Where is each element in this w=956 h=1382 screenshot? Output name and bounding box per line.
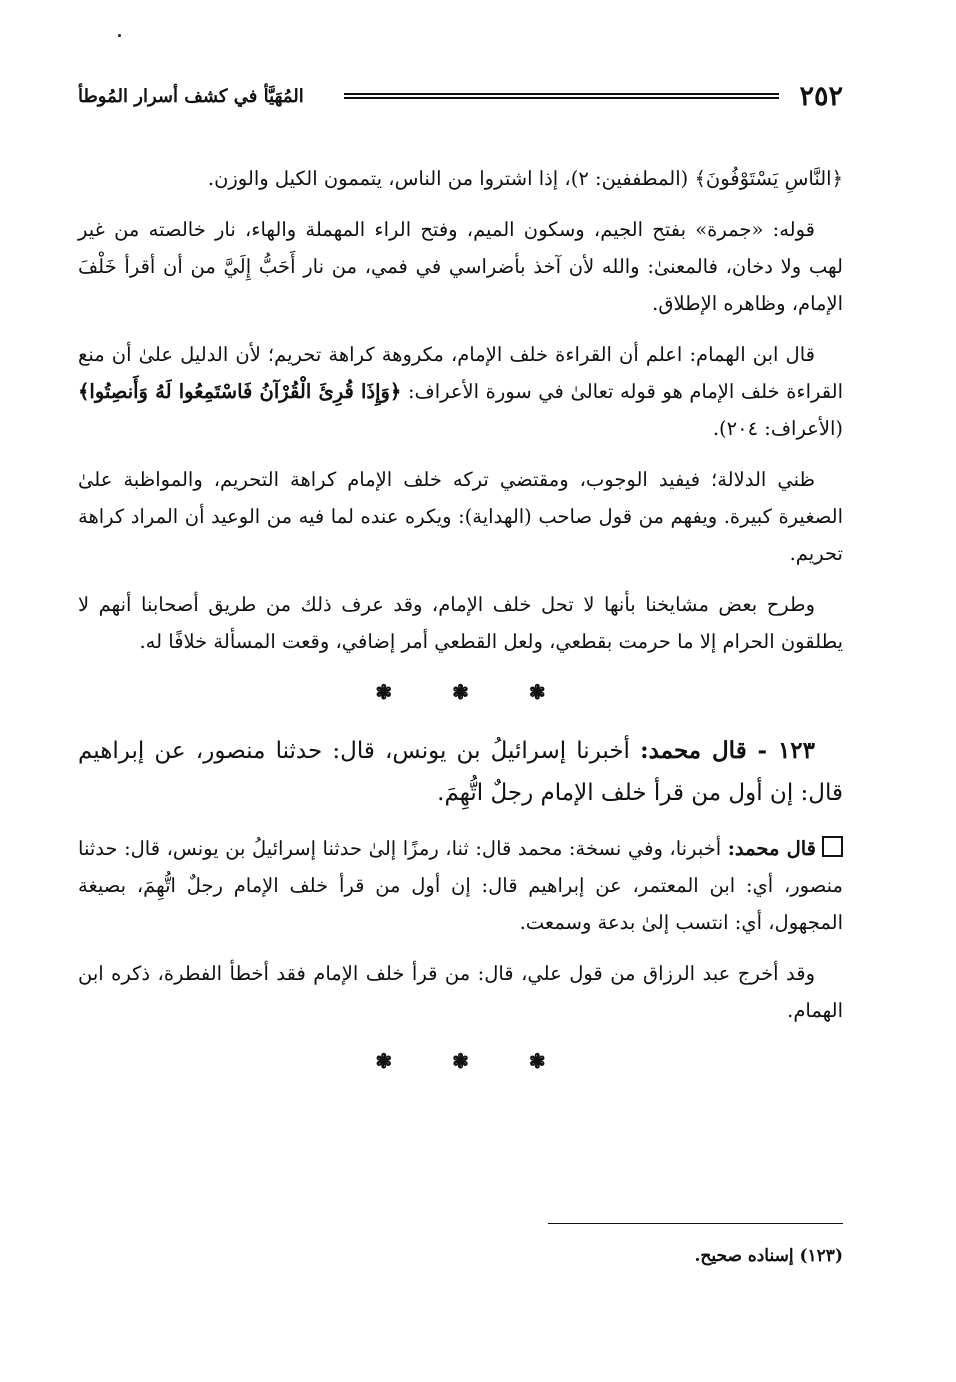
header-rule bbox=[344, 93, 779, 99]
page-header bbox=[78, 80, 843, 114]
paragraph-2: قوله: «جمرة» بفتح الجيم، وسكون الميم، وفتح الراء المهملة والهاء، نار خالصته من غير لهب ولا دخان، فالمعنىٰ: والله لأن آخذ بأضراسي في فمي، من نار أَحَبُّ إِلَيَّ من أن أقرأ خَلْفَ الإمام، وظاهره الإطلاق. bbox=[78, 218, 843, 315]
hadith-lead: ١٢٣ - قال محمد: bbox=[640, 737, 815, 764]
footnote-rule bbox=[548, 1223, 843, 1224]
separator-star: ❃ bbox=[452, 1049, 469, 1073]
quran-verse: ﴿وَإِذَا قُرِئَ الْقُرْآنُ فَاسْتَمِعُوا لَهُ وَأَنصِتُوا﴾ bbox=[78, 380, 402, 403]
separator-star: ❃ bbox=[375, 1049, 393, 1073]
paragraph-5: وطرح بعض مشايخنا بأنها لا تحل خلف الإمام، وقد عرف ذلك من طريق أصحابنا أنهم لا يطلقون الحرام إلا ما حرمت بقطعي، ولعل القطعي أمر إضافي، وقعت المسألة خلافًا له. bbox=[78, 593, 843, 653]
separator-star: ❃ bbox=[452, 680, 469, 704]
paragraph-1: ﴿النَّاسِ يَسْتَوْفُونَ﴾ (المطففين: ٢)، إذا اشتروا من الناس، يتممون الكيل والوزن. bbox=[207, 167, 843, 190]
paragraph-3 bbox=[78, 336, 843, 447]
verse-reference: (الأعراف: ٢٠٤). bbox=[712, 417, 843, 440]
section-separator bbox=[78, 1049, 843, 1073]
hadith-text: أخبرنا إسرائيلُ بن يونس، قال: حدثنا منصور، عن إبراهيم قال: إن أول من قرأ خلف الإمام رجلٌ اتُّهِمَ. bbox=[78, 738, 843, 806]
hadith-123 bbox=[78, 730, 843, 814]
commentary-text: أخبرنا، وفي نسخة: محمد قال: ثنا، رمزًا إلىٰ حدثنا إسرائيلُ بن يونس، قال: حدثنا منصور، أي: ابن المعتمر، عن إبراهيم قال: إن أول من قرأ خلف الإمام رجلٌ اتُّهِمَ، بصيغة المجهول، أي: انتسب إلىٰ بدعة وسمعت. bbox=[78, 837, 843, 934]
section-separator bbox=[78, 680, 843, 704]
speck bbox=[118, 34, 121, 37]
commentary-1 bbox=[78, 830, 843, 941]
page-number: ٢٥٢ bbox=[799, 81, 843, 112]
running-title: المُهَيَّأ في كشف أسرار المُوطأ bbox=[78, 86, 304, 107]
paragraph-4: ظني الدلالة؛ فيفيد الوجوب، ومقتضي تركه خلف الإمام كراهة التحريم، والمواظبة علىٰ الصغيرة كبيرة. ويفهم من قول صاحب (الهداية): ويكره عنده لما فيه من الوعيد أن المراد كراهة تحريم. bbox=[78, 468, 843, 565]
commentary-lead: قال محمد: bbox=[727, 837, 817, 860]
square-marker-icon bbox=[822, 836, 843, 857]
commentary-2: وقد أخرج عبد الرزاق من قول علي، قال: من قرأ خلف الإمام فقد أخطأ الفطرة، ذكره ابن الهمام. bbox=[78, 962, 843, 1022]
separator-star: ❃ bbox=[528, 1049, 546, 1073]
footnote: (١٢٣) إسناده صحيح. bbox=[694, 1246, 843, 1266]
page-body bbox=[78, 160, 843, 1099]
separator-star: ❃ bbox=[528, 680, 546, 704]
separator-star: ❃ bbox=[375, 680, 393, 704]
paragraph-3-text: قال ابن الهمام: اعلم أن القراءة خلف الإمام، مكروهة كراهة تحريم؛ لأن الدليل علىٰ أن منع القراءة خلف الإمام هو قوله تعالىٰ في سورة الأعراف: bbox=[78, 343, 843, 403]
